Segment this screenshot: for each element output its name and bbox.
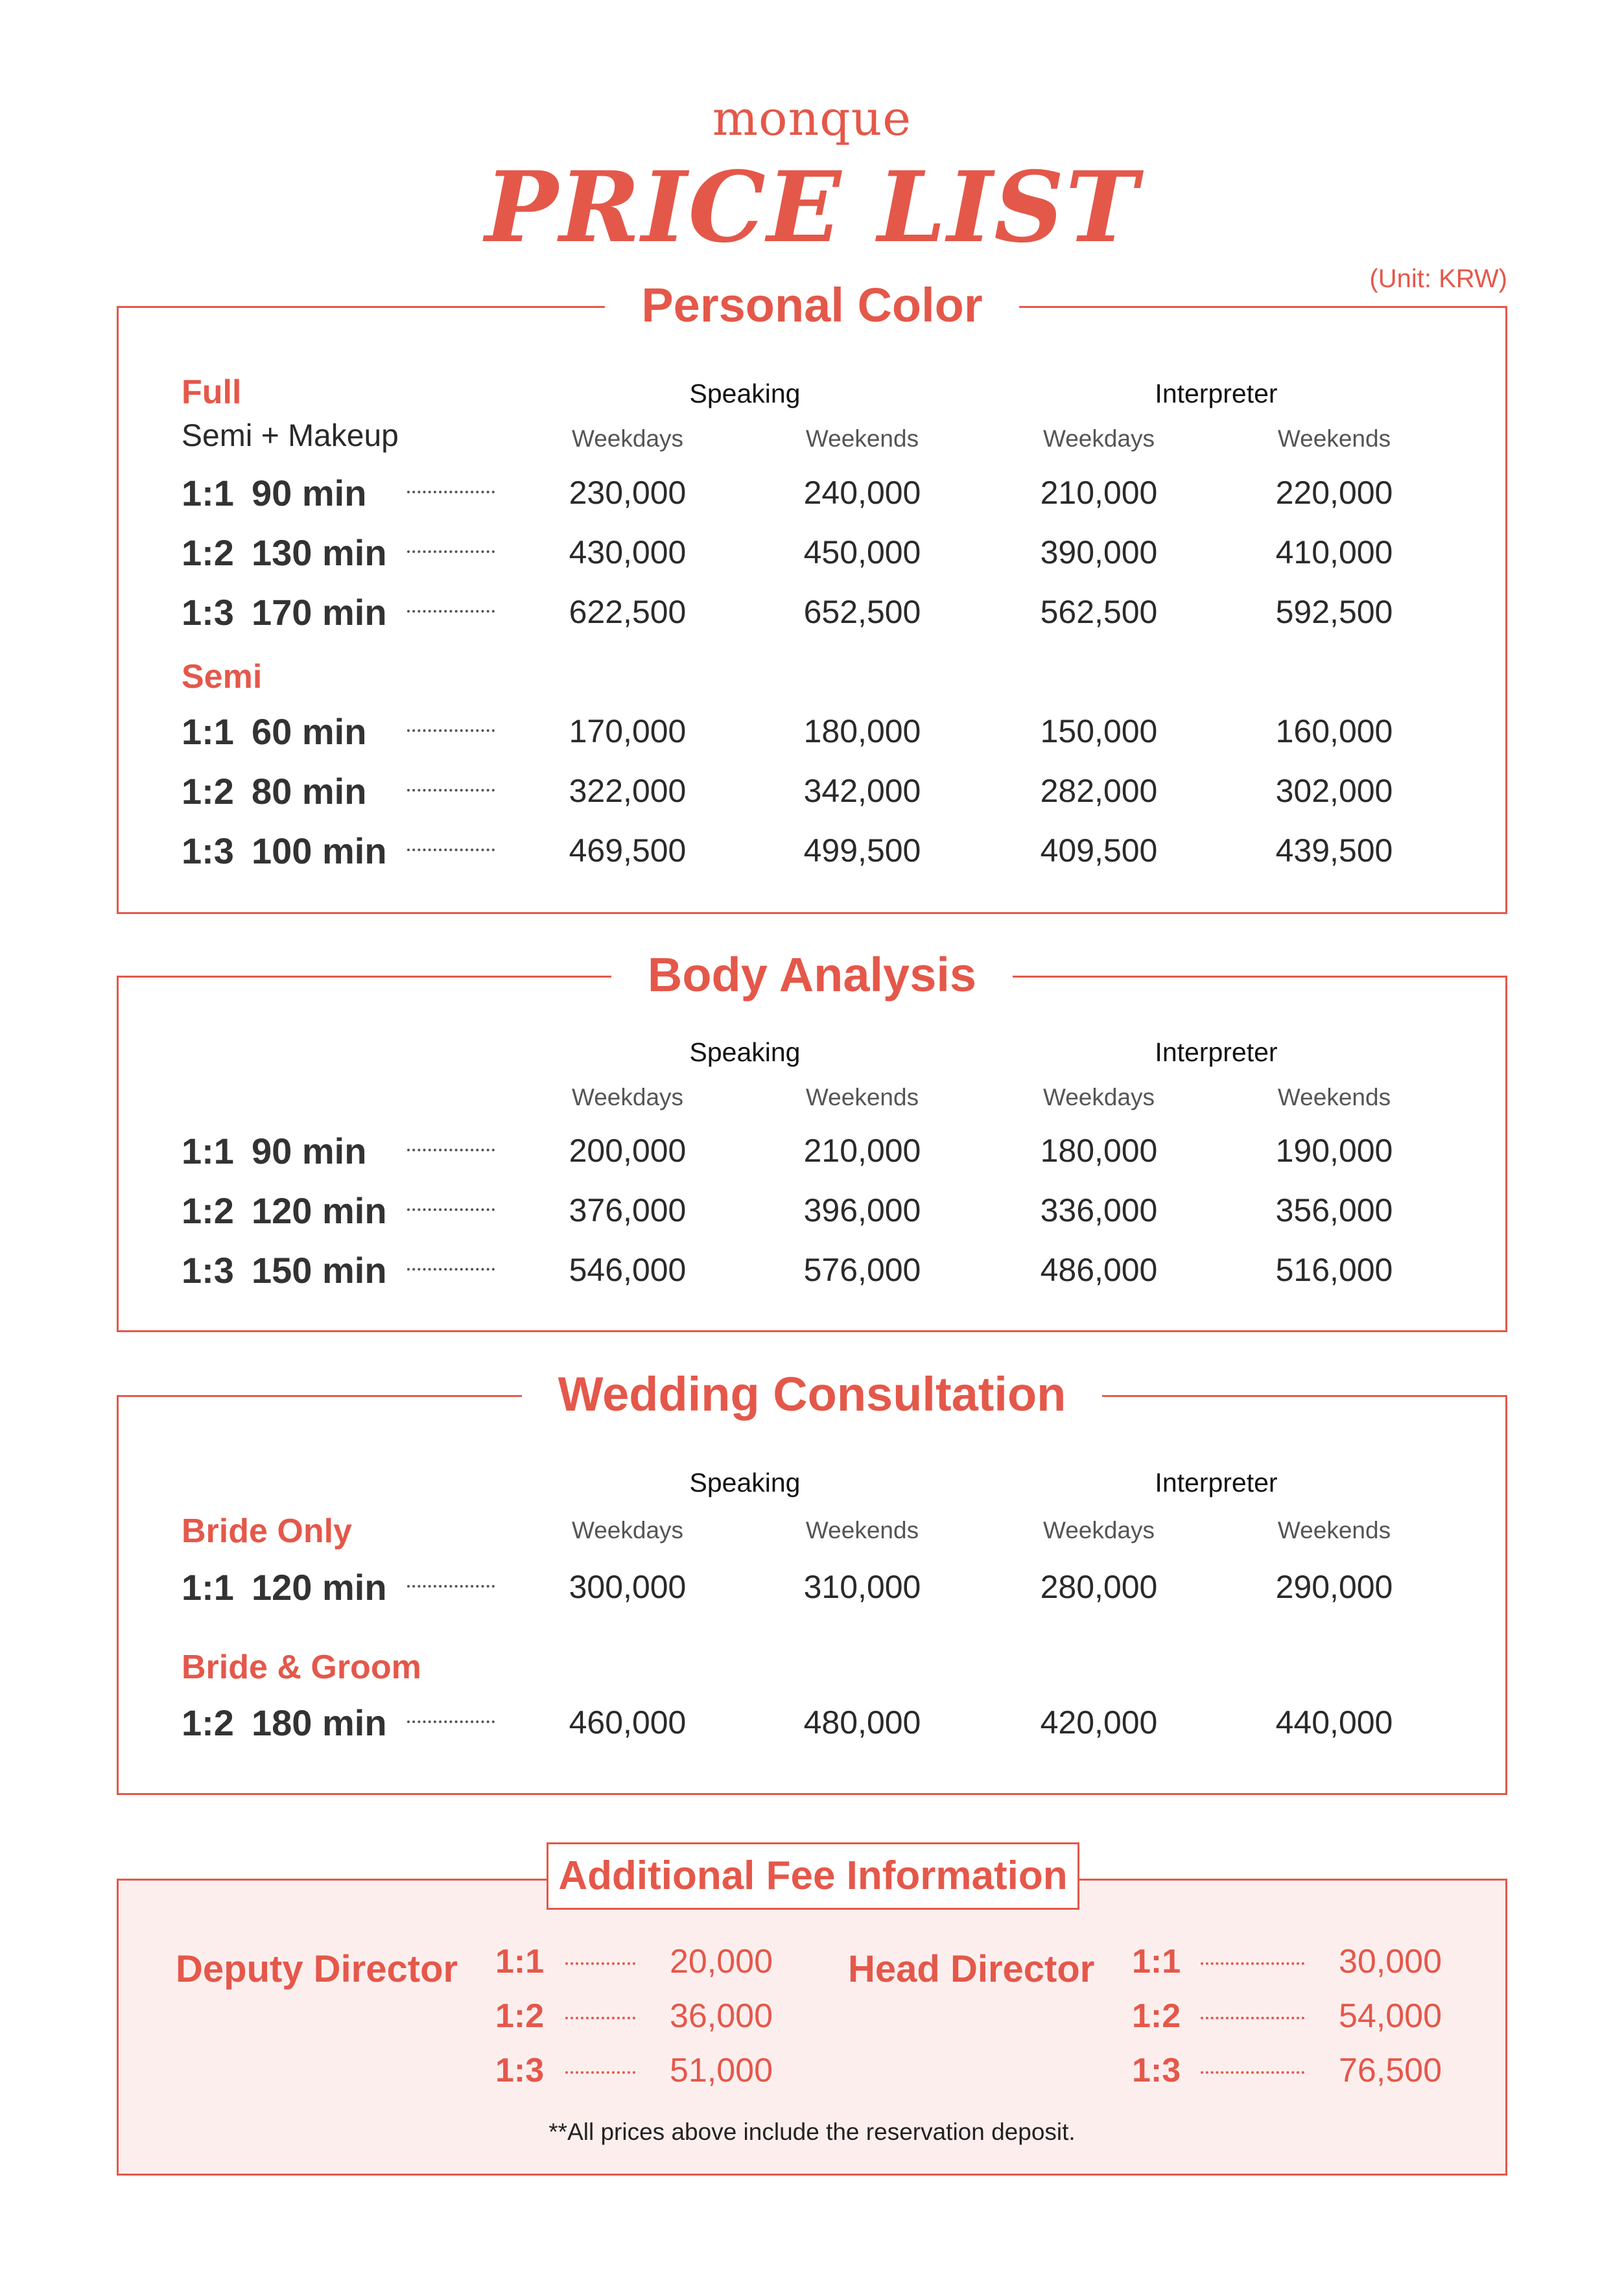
speaking-weekdays-header: Weekdays xyxy=(571,1517,684,1544)
price-speaking-weekends: 396,000 xyxy=(803,1192,921,1228)
price-interpreter-weekends: 220,000 xyxy=(1275,475,1393,511)
price-row xyxy=(0,528,1624,580)
speaking-weekends-header: Weekends xyxy=(805,425,919,452)
session-duration: 80 min xyxy=(252,771,367,812)
fee-ratio: 1:2 xyxy=(1132,1997,1181,2035)
session-duration: 120 min xyxy=(252,1190,387,1231)
price-speaking-weekends: 480,000 xyxy=(803,1704,921,1741)
deposit-note: **All prices above include the reservation deposit. xyxy=(548,2119,1076,2145)
leader-dots xyxy=(565,1962,635,1965)
price-row xyxy=(0,826,1624,878)
price-row xyxy=(0,468,1624,520)
price-interpreter-weekends: 592,500 xyxy=(1275,594,1393,630)
leader-dots xyxy=(407,491,495,493)
price-interpreter-weekends: 302,000 xyxy=(1275,773,1393,809)
price-row xyxy=(0,587,1624,639)
speaking-header: Speaking xyxy=(689,1037,801,1067)
fee-ratio: 1:1 xyxy=(495,1943,545,1980)
speaking-weekends-header: Weekends xyxy=(805,1084,919,1110)
fee-ratio: 1:3 xyxy=(1132,2052,1181,2089)
fee-ratio: 1:1 xyxy=(1132,1943,1181,1980)
price-speaking-weekends: 576,000 xyxy=(803,1252,921,1288)
price-speaking-weekdays: 546,000 xyxy=(569,1252,687,1288)
price-row xyxy=(0,1245,1624,1297)
price-speaking-weekends: 652,500 xyxy=(803,594,921,630)
head-director-label: Head Director xyxy=(848,1948,1095,1990)
speaking-weekdays-header: Weekdays xyxy=(571,425,684,452)
fee-price: 36,000 xyxy=(669,1997,773,2035)
currency-unit: (Unit: KRW) xyxy=(1369,264,1507,293)
leader-dots xyxy=(565,2017,635,2019)
price-row xyxy=(0,1126,1624,1178)
interpreter-weekdays-header: Weekdays xyxy=(1042,1084,1155,1110)
group-ratio: 1:1 xyxy=(182,1131,234,1171)
speaking-weekdays-header: Weekdays xyxy=(571,1084,684,1110)
leader-dots xyxy=(407,550,495,553)
price-interpreter-weekends: 190,000 xyxy=(1275,1133,1393,1169)
price-speaking-weekdays: 170,000 xyxy=(569,713,687,749)
price-interpreter-weekends: 516,000 xyxy=(1275,1252,1393,1288)
session-duration: 60 min xyxy=(252,711,367,752)
session-duration: 100 min xyxy=(252,830,387,871)
session-duration: 150 min xyxy=(252,1250,387,1291)
interpreter-weekdays-header: Weekdays xyxy=(1042,425,1155,452)
group-ratio: 1:1 xyxy=(182,473,234,513)
leader-dots xyxy=(407,1585,495,1588)
leader-dots xyxy=(407,789,495,792)
price-speaking-weekends: 499,500 xyxy=(803,832,921,869)
group-ratio: 1:2 xyxy=(182,771,234,812)
price-speaking-weekdays: 230,000 xyxy=(569,475,687,511)
group-ratio: 1:3 xyxy=(182,830,234,871)
group-ratio: 1:3 xyxy=(182,592,234,633)
price-interpreter-weekends: 356,000 xyxy=(1275,1192,1393,1228)
speaking-header: Speaking xyxy=(689,379,801,408)
price-row xyxy=(0,1698,1624,1750)
price-interpreter-weekdays: 280,000 xyxy=(1040,1569,1158,1605)
price-interpreter-weekdays: 486,000 xyxy=(1040,1252,1158,1288)
bride-groom-label: Bride & Groom xyxy=(182,1649,421,1686)
price-interpreter-weekdays: 420,000 xyxy=(1040,1704,1158,1741)
wedding-title: Wedding Consultation xyxy=(117,1367,1507,1422)
session-duration: 120 min xyxy=(252,1567,387,1608)
speaking-weekends-header: Weekends xyxy=(805,1517,919,1544)
leader-dots xyxy=(407,729,495,732)
leader-dots xyxy=(565,2071,635,2074)
brand-logo: monque xyxy=(712,91,912,147)
price-interpreter-weekends: 439,500 xyxy=(1275,832,1393,869)
session-duration: 130 min xyxy=(252,532,387,573)
price-interpreter-weekdays: 150,000 xyxy=(1040,713,1158,749)
interpreter-header: Interpreter xyxy=(1155,1468,1278,1497)
price-interpreter-weekdays: 282,000 xyxy=(1040,773,1158,809)
interpreter-weekends-header: Weekends xyxy=(1277,1084,1391,1110)
price-speaking-weekends: 342,000 xyxy=(803,773,921,809)
interpreter-header: Interpreter xyxy=(1155,379,1278,408)
fee-ratio: 1:2 xyxy=(495,1997,545,2035)
price-interpreter-weekdays: 336,000 xyxy=(1040,1192,1158,1228)
price-speaking-weekends: 240,000 xyxy=(803,475,921,511)
price-interpreter-weekends: 290,000 xyxy=(1275,1569,1393,1605)
price-speaking-weekends: 310,000 xyxy=(803,1569,921,1605)
price-speaking-weekdays: 376,000 xyxy=(569,1192,687,1228)
leader-dots xyxy=(407,1208,495,1211)
interpreter-weekends-header: Weekends xyxy=(1277,425,1391,452)
interpreter-weekdays-header: Weekdays xyxy=(1042,1517,1155,1544)
fee-ratio: 1:3 xyxy=(495,2052,545,2089)
leader-dots xyxy=(1201,1962,1304,1965)
price-speaking-weekdays: 300,000 xyxy=(569,1569,687,1605)
additional-fee-title: Additional Fee Information xyxy=(547,1842,1079,1910)
full-sublabel: Semi + Makeup xyxy=(182,419,399,453)
price-row xyxy=(0,1186,1624,1238)
price-interpreter-weekdays: 210,000 xyxy=(1040,475,1158,511)
leader-dots xyxy=(407,849,495,851)
price-interpreter-weekends: 160,000 xyxy=(1275,713,1393,749)
group-ratio: 1:3 xyxy=(182,1250,234,1291)
personal-color-title: Personal Color xyxy=(117,277,1507,333)
price-interpreter-weekdays: 180,000 xyxy=(1040,1133,1158,1169)
price-row xyxy=(0,766,1624,818)
price-interpreter-weekdays: 390,000 xyxy=(1040,534,1158,570)
bride-only-label: Bride Only xyxy=(182,1512,352,1550)
price-speaking-weekdays: 622,500 xyxy=(569,594,687,630)
price-interpreter-weekdays: 562,500 xyxy=(1040,594,1158,630)
fee-price: 76,500 xyxy=(1338,2052,1442,2089)
leader-dots xyxy=(1201,2071,1304,2074)
leader-dots xyxy=(407,1268,495,1271)
price-speaking-weekdays: 430,000 xyxy=(569,534,687,570)
group-ratio: 1:1 xyxy=(182,1567,234,1608)
fee-price: 51,000 xyxy=(669,2052,773,2089)
price-speaking-weekdays: 200,000 xyxy=(569,1133,687,1169)
price-interpreter-weekdays: 409,500 xyxy=(1040,832,1158,869)
leader-dots xyxy=(407,1720,495,1723)
group-ratio: 1:2 xyxy=(182,1702,234,1743)
group-ratio: 1:2 xyxy=(182,532,234,573)
fee-price: 30,000 xyxy=(1338,1943,1442,1980)
price-interpreter-weekends: 440,000 xyxy=(1275,1704,1393,1741)
page-title: PRICE LIST xyxy=(484,150,1140,264)
body-analysis-title: Body Analysis xyxy=(117,947,1507,1002)
session-duration: 170 min xyxy=(252,592,387,633)
session-duration: 180 min xyxy=(252,1702,387,1743)
speaking-header: Speaking xyxy=(689,1468,801,1497)
deputy-director-label: Deputy Director xyxy=(176,1948,458,1990)
price-speaking-weekends: 210,000 xyxy=(803,1133,921,1169)
price-speaking-weekdays: 469,500 xyxy=(569,832,687,869)
full-label: Full xyxy=(182,373,242,411)
semi-label: Semi xyxy=(182,658,263,696)
session-duration: 90 min xyxy=(252,473,367,513)
price-speaking-weekends: 450,000 xyxy=(803,534,921,570)
leader-dots xyxy=(407,1149,495,1151)
fee-price: 54,000 xyxy=(1338,1997,1442,2035)
price-speaking-weekdays: 322,000 xyxy=(569,773,687,809)
interpreter-header: Interpreter xyxy=(1155,1037,1278,1067)
interpreter-weekends-header: Weekends xyxy=(1277,1517,1391,1544)
leader-dots xyxy=(1201,2017,1304,2019)
price-row xyxy=(0,1562,1624,1614)
price-speaking-weekends: 180,000 xyxy=(803,713,921,749)
session-duration: 90 min xyxy=(252,1131,367,1171)
fee-price: 20,000 xyxy=(669,1943,773,1980)
price-row xyxy=(0,707,1624,758)
price-speaking-weekdays: 460,000 xyxy=(569,1704,687,1741)
group-ratio: 1:2 xyxy=(182,1190,234,1231)
leader-dots xyxy=(407,610,495,613)
group-ratio: 1:1 xyxy=(182,711,234,752)
price-interpreter-weekends: 410,000 xyxy=(1275,534,1393,570)
